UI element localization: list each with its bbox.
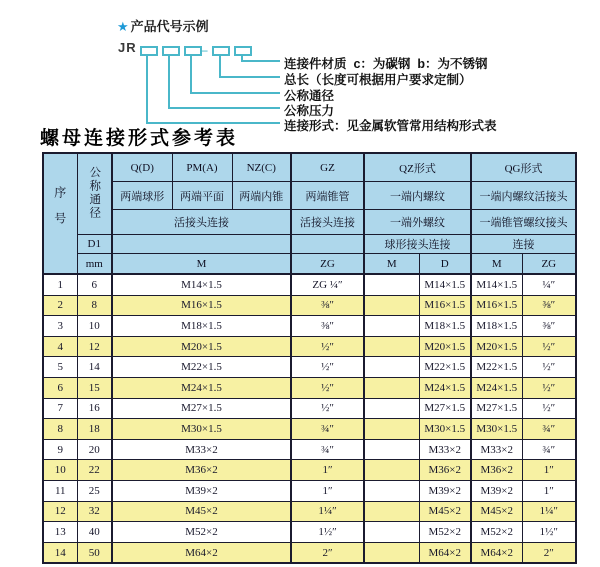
connector-line xyxy=(219,54,221,78)
cell-zg: ½″ xyxy=(291,377,364,398)
cell-qg-m: M36×2 xyxy=(471,460,522,481)
header-sub-q: 两端球形 xyxy=(112,182,172,210)
cell-qz-m xyxy=(364,357,419,378)
table-row xyxy=(43,542,576,563)
connector-line xyxy=(219,76,280,78)
header-external-thread-qz: 一端外螺纹 xyxy=(364,210,471,235)
cell-qg-zg: 2″ xyxy=(522,542,576,563)
cell-d1: 22 xyxy=(77,460,112,481)
header-spherical-joint-connection: 球形接头连接 xyxy=(364,235,471,254)
cell-zg: 1″ xyxy=(291,460,364,481)
cell-zg: 2″ xyxy=(291,542,364,563)
code-dash: – xyxy=(201,42,208,57)
header-col-q: Q(D) xyxy=(112,153,172,182)
cell-qz-d: M27×1.5 xyxy=(419,398,471,419)
cell-zg: 1″ xyxy=(291,480,364,501)
label-nominal-diameter: 公称通径 xyxy=(284,89,335,103)
cell-serial: 4 xyxy=(43,336,77,357)
cell-qz-d: M18×1.5 xyxy=(419,316,471,337)
cell-serial: 7 xyxy=(43,398,77,419)
cell-m: M16×1.5 xyxy=(112,295,291,316)
table-row xyxy=(43,501,576,522)
table-row xyxy=(43,357,576,378)
cell-qg-zg: ½″ xyxy=(522,377,576,398)
cell-qz-m xyxy=(364,501,419,522)
cell-qg-zg: ½″ xyxy=(522,398,576,419)
cell-m: M45×2 xyxy=(112,501,291,522)
connector-line xyxy=(146,54,148,124)
cell-qz-d: M30×1.5 xyxy=(419,419,471,440)
cell-qz-d: M20×1.5 xyxy=(419,336,471,357)
cell-qg-m: M52×2 xyxy=(471,522,522,543)
header-connection: 连接 xyxy=(471,235,576,254)
cell-qg-m: M16×1.5 xyxy=(471,295,522,316)
header-unit-qz-d: D xyxy=(419,254,471,275)
cell-qz-d: M45×2 xyxy=(419,501,471,522)
cell-serial: 14 xyxy=(43,542,77,563)
cell-qz-d: M33×2 xyxy=(419,439,471,460)
header-unit-qz-m: M xyxy=(364,254,419,275)
cell-qg-m: M45×2 xyxy=(471,501,522,522)
cell-m: M64×2 xyxy=(112,542,291,563)
header-col-pm: PM(A) xyxy=(172,153,232,182)
header-unit-mm: mm xyxy=(77,254,112,275)
header-sub-nz: 两端内锥 xyxy=(232,182,291,210)
code-box-4 xyxy=(212,46,230,56)
connector-line xyxy=(190,92,280,94)
table-row xyxy=(43,377,576,398)
cell-m: M36×2 xyxy=(112,460,291,481)
cell-qz-d: M64×2 xyxy=(419,542,471,563)
cell-qg-zg: ¾″ xyxy=(522,419,576,440)
connector-line xyxy=(190,54,192,94)
cell-qz-m xyxy=(364,419,419,440)
cell-d1: 32 xyxy=(77,501,112,522)
product-code-title-text: 产品代号示例 xyxy=(130,19,209,34)
cell-qg-m: M20×1.5 xyxy=(471,336,522,357)
header-unit-m: M xyxy=(112,254,291,275)
cell-qg-zg: ¾″ xyxy=(522,439,576,460)
code-box-2 xyxy=(162,46,180,56)
cell-d1: 15 xyxy=(77,377,112,398)
cell-qg-zg: 1″ xyxy=(522,480,576,501)
cell-serial: 9 xyxy=(43,439,77,460)
cell-qg-m: M27×1.5 xyxy=(471,398,522,419)
header-taper-thread-joint-qg: 一端锥管螺纹接头 xyxy=(471,210,576,235)
cell-d1: 14 xyxy=(77,357,112,378)
cell-m: M22×1.5 xyxy=(112,357,291,378)
cell-qg-m: M30×1.5 xyxy=(471,419,522,440)
header-sub-pm: 两端平面 xyxy=(172,182,232,210)
cell-serial: 5 xyxy=(43,357,77,378)
header-col-qz: QZ形式 xyxy=(364,153,471,182)
cell-qg-zg: ½″ xyxy=(522,336,576,357)
cell-qg-m: M39×2 xyxy=(471,480,522,501)
cell-qg-zg: ⅜″ xyxy=(522,295,576,316)
cell-serial: 11 xyxy=(43,480,77,501)
cell-zg: ½″ xyxy=(291,336,364,357)
cell-qg-m: M33×2 xyxy=(471,439,522,460)
cell-m: M14×1.5 xyxy=(112,274,291,295)
cell-qz-m xyxy=(364,295,419,316)
header-d1: D1 xyxy=(77,235,112,254)
cell-qz-d: M16×1.5 xyxy=(419,295,471,316)
cell-zg: ½″ xyxy=(291,398,364,419)
header-col-nz: NZ(C) xyxy=(232,153,291,182)
cell-serial: 3 xyxy=(43,316,77,337)
header-col-qg: QG形式 xyxy=(471,153,576,182)
cell-d1: 6 xyxy=(77,274,112,295)
product-code-example-title xyxy=(117,16,209,35)
cell-qz-d: M36×2 xyxy=(419,460,471,481)
cell-qg-zg: ⅜″ xyxy=(522,316,576,337)
connector-line xyxy=(168,107,280,109)
cell-zg: ¾″ xyxy=(291,439,364,460)
cell-serial: 1 xyxy=(43,274,77,295)
cell-zg: ZG ¼″ xyxy=(291,274,364,295)
cell-m: M20×1.5 xyxy=(112,336,291,357)
cell-d1: 50 xyxy=(77,542,112,563)
cell-qz-m xyxy=(364,316,419,337)
cell-d1: 12 xyxy=(77,336,112,357)
header-nominal-diameter: 公称通径 xyxy=(77,153,112,235)
cell-qg-zg: ½″ xyxy=(522,357,576,378)
header-col-gz: GZ xyxy=(291,153,364,182)
table-row xyxy=(43,336,576,357)
cell-d1: 20 xyxy=(77,439,112,460)
product-code-prefix: JR xyxy=(118,40,137,55)
cell-m: M24×1.5 xyxy=(112,377,291,398)
cell-qz-m xyxy=(364,398,419,419)
cell-qg-zg: ¼″ xyxy=(522,274,576,295)
label-connector-material: 连接件材质 c：为碳钢 b：为不锈钢 xyxy=(284,57,488,71)
header-union-connection: 活接头连接 xyxy=(112,210,291,235)
table-row xyxy=(43,419,576,440)
cell-qz-d: M24×1.5 xyxy=(419,377,471,398)
cell-zg: 1¼″ xyxy=(291,501,364,522)
header-sub-gz: 两端锥管 xyxy=(291,182,364,210)
cell-qz-m xyxy=(364,439,419,460)
cell-qz-d: M22×1.5 xyxy=(419,357,471,378)
table-row xyxy=(43,480,576,501)
cell-zg: ⅜″ xyxy=(291,316,364,337)
cell-qg-zg: 1½″ xyxy=(522,522,576,543)
table-row xyxy=(43,398,576,419)
cell-m: M27×1.5 xyxy=(112,398,291,419)
cell-m: M18×1.5 xyxy=(112,316,291,337)
header-serial-no: 序号 xyxy=(43,153,77,274)
cell-qz-m xyxy=(364,336,419,357)
cell-d1: 40 xyxy=(77,522,112,543)
table-row xyxy=(43,460,576,481)
cell-d1: 16 xyxy=(77,398,112,419)
cell-serial: 10 xyxy=(43,460,77,481)
cell-qz-m xyxy=(364,522,419,543)
header-empty-left xyxy=(112,235,291,254)
cell-zg: 1½″ xyxy=(291,522,364,543)
cell-qg-zg: 1¼″ xyxy=(522,501,576,522)
code-box-5 xyxy=(234,46,252,56)
table-row xyxy=(43,316,576,337)
header-union-connection-gz: 活接头连接 xyxy=(291,210,364,235)
cell-zg: ½″ xyxy=(291,357,364,378)
cell-serial: 6 xyxy=(43,377,77,398)
table-row xyxy=(43,522,576,543)
cell-serial: 13 xyxy=(43,522,77,543)
header-unit-qg-m: M xyxy=(471,254,522,275)
cell-serial: 8 xyxy=(43,419,77,440)
cell-serial: 2 xyxy=(43,295,77,316)
cell-qg-m: M18×1.5 xyxy=(471,316,522,337)
cell-qz-d: M52×2 xyxy=(419,522,471,543)
cell-qg-zg: 1″ xyxy=(522,460,576,481)
cell-zg: ⅜″ xyxy=(291,295,364,316)
table-title: 螺母连接形式参考表 xyxy=(40,128,239,149)
cell-qg-m: M24×1.5 xyxy=(471,377,522,398)
table-row xyxy=(43,439,576,460)
cell-qz-m xyxy=(364,480,419,501)
header-sub-qz: 一端内螺纹 xyxy=(364,182,471,210)
cell-d1: 10 xyxy=(77,316,112,337)
cell-m: M33×2 xyxy=(112,439,291,460)
label-nominal-pressure: 公称压力 xyxy=(284,104,335,118)
cell-qz-m xyxy=(364,377,419,398)
code-box-3 xyxy=(184,46,202,56)
cell-qg-m: M22×1.5 xyxy=(471,357,522,378)
cell-m: M52×2 xyxy=(112,522,291,543)
header-unit-zg: ZG xyxy=(291,254,364,275)
cell-zg: ¾″ xyxy=(291,419,364,440)
cell-qg-m: M14×1.5 xyxy=(471,274,522,295)
cell-serial: 12 xyxy=(43,501,77,522)
table-row xyxy=(43,274,576,295)
cell-qz-m xyxy=(364,542,419,563)
cell-qg-m: M64×2 xyxy=(471,542,522,563)
cell-qz-m xyxy=(364,460,419,481)
star-icon: ★ xyxy=(117,19,129,34)
header-empty-gz xyxy=(291,235,364,254)
code-box-1 xyxy=(140,46,158,56)
table-row xyxy=(43,295,576,316)
header-unit-qg-zg: ZG xyxy=(522,254,576,275)
cell-m: M30×1.5 xyxy=(112,419,291,440)
cell-d1: 18 xyxy=(77,419,112,440)
label-connection-form: 连接形式：见金属软管常用结构形式表 xyxy=(284,119,497,133)
cell-qz-m xyxy=(364,274,419,295)
cell-d1: 25 xyxy=(77,480,112,501)
header-sub-qg: 一端内螺纹活接头 xyxy=(471,182,576,210)
cell-m: M39×2 xyxy=(112,480,291,501)
connector-line xyxy=(241,60,280,62)
cell-qz-d: M14×1.5 xyxy=(419,274,471,295)
nut-connection-reference-table xyxy=(42,152,577,564)
label-total-length: 总长（长度可根据用户要求定制） xyxy=(284,73,472,87)
connector-line xyxy=(168,54,170,109)
cell-qz-d: M39×2 xyxy=(419,480,471,501)
cell-d1: 8 xyxy=(77,295,112,316)
